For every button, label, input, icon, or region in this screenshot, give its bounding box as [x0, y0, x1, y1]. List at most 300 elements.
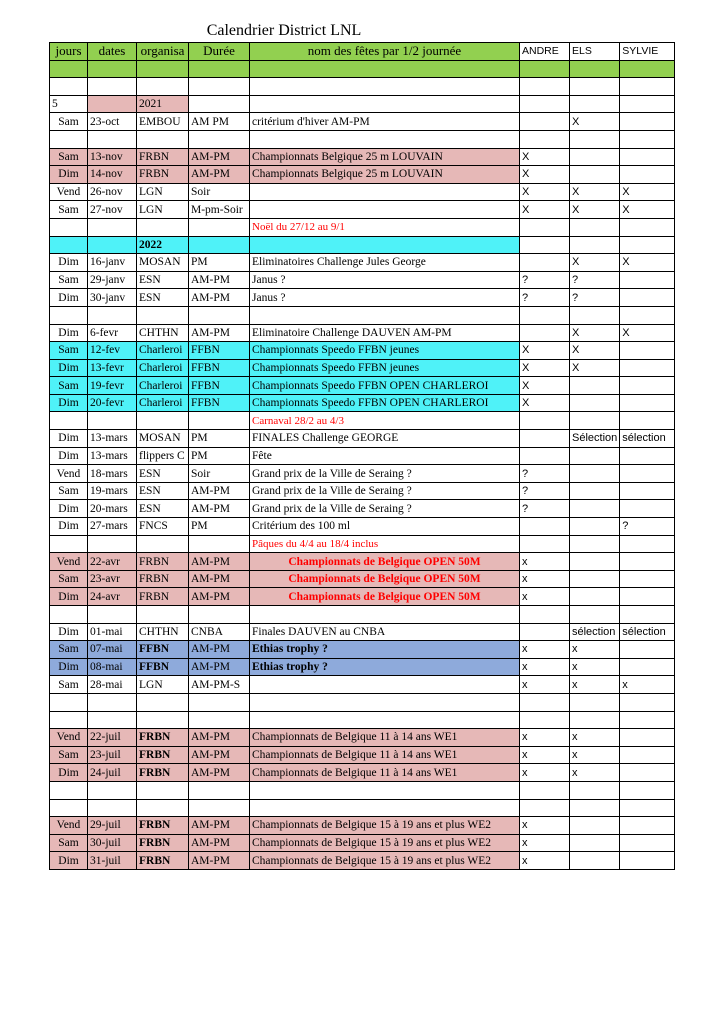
cell-sylvie: [620, 500, 675, 518]
cell-andre: ?: [520, 465, 570, 483]
cell-andre: [520, 430, 570, 448]
cell-duree: [189, 606, 250, 624]
cell-els: [570, 553, 620, 571]
cell-sylvie: [620, 377, 675, 395]
cell-els: X: [570, 113, 620, 131]
header-els: ELS: [570, 43, 620, 61]
cell-els: X: [570, 201, 620, 219]
cell-els: [570, 130, 620, 148]
cell-jour: Sam: [50, 201, 88, 219]
cell-andre: ?: [520, 500, 570, 518]
cell-jour: Sam: [50, 113, 88, 131]
cell-date: 28-mai: [88, 676, 137, 694]
cell-nom: [250, 781, 520, 799]
cell-andre: [520, 113, 570, 131]
cell-duree: AM-PM: [189, 166, 250, 184]
cell-duree: [189, 412, 250, 430]
cell-sylvie: [620, 78, 675, 96]
cell-duree: AM-PM: [189, 553, 250, 571]
cell-andre: x: [520, 764, 570, 782]
cell-organisateur: Charleroi: [137, 342, 189, 360]
cell-date: 22-juil: [88, 729, 137, 747]
cell-els: X: [570, 359, 620, 377]
cell-organisateur: [137, 693, 189, 711]
cell-organisateur: flippers C: [137, 447, 189, 465]
cell-andre: [520, 623, 570, 641]
cell-duree: PM: [189, 518, 250, 536]
cell-jour: [50, 412, 88, 430]
cell-duree: [189, 95, 250, 113]
table-row: [50, 553, 675, 571]
page-title: Calendrier District LNL: [206, 22, 362, 39]
cell-els: [570, 412, 620, 430]
cell-jour: Sam: [50, 834, 88, 852]
cell-els: X: [570, 254, 620, 272]
cell-duree: AM-PM: [189, 834, 250, 852]
table-row: [50, 711, 675, 729]
cell-duree: AM-PM: [189, 658, 250, 676]
cell-date: 29-juil: [88, 817, 137, 835]
table-row: [50, 570, 675, 588]
cell-duree: AM-PM: [189, 500, 250, 518]
cell-nom: Janus ?: [250, 271, 520, 289]
cell-andre: [520, 412, 570, 430]
cell-duree: [189, 218, 250, 236]
cell-sylvie: [620, 746, 675, 764]
cell-nom: Ethias trophy ?: [250, 658, 520, 676]
cell-organisateur: FRBN: [137, 166, 189, 184]
cell-andre: [520, 130, 570, 148]
cell-els: [570, 535, 620, 553]
cell-date: [88, 236, 137, 254]
cell-els: [570, 834, 620, 852]
cell-organisateur: FFBN: [137, 658, 189, 676]
cell-sylvie: [620, 394, 675, 412]
cell-date: [88, 95, 137, 113]
cell-duree: Soir: [189, 465, 250, 483]
cell-nom: Eliminatoire Challenge DAUVEN AM-PM: [250, 324, 520, 342]
cell-organisateur: FRBN: [137, 570, 189, 588]
cell-andre: [520, 447, 570, 465]
cell-jour: Vend: [50, 729, 88, 747]
cell-date: [88, 412, 137, 430]
cell-organisateur: [137, 606, 189, 624]
cell-duree: [189, 130, 250, 148]
cell-nom: [250, 130, 520, 148]
header-jours: jours: [50, 43, 88, 61]
cell-date: 23-juil: [88, 746, 137, 764]
cell-nom: Championnats Belgique 25 m LOUVAIN: [250, 166, 520, 184]
cell-nom: Finales DAUVEN au CNBA: [250, 623, 520, 641]
table-row: [50, 130, 675, 148]
cell-andre: [520, 306, 570, 324]
cell-els: [570, 95, 620, 113]
cell-organisateur: [137, 535, 189, 553]
table-row: [50, 764, 675, 782]
table-row: [50, 482, 675, 500]
cell-organisateur: FRBN: [137, 764, 189, 782]
cell-els: [570, 148, 620, 166]
cell-sylvie: X: [620, 201, 675, 219]
table-row: [50, 254, 675, 272]
cell-organisateur: CHTHN: [137, 623, 189, 641]
cell-els: X: [570, 183, 620, 201]
cell-sylvie: [620, 729, 675, 747]
cell-duree: [189, 236, 250, 254]
cell-duree: FFBN: [189, 359, 250, 377]
cell-andre: x: [520, 570, 570, 588]
cell-nom: Championnats de Belgique 15 à 19 ans et plus WE2: [250, 817, 520, 835]
cell-organisateur: LGN: [137, 201, 189, 219]
cell-sylvie: [620, 852, 675, 870]
cell-duree: [189, 711, 250, 729]
table-row: [50, 95, 675, 113]
cell-nom: [250, 78, 520, 96]
cell-els: ?: [570, 289, 620, 307]
cell-duree: AM-PM: [189, 817, 250, 835]
cell-sylvie: [620, 412, 675, 430]
cell-sylvie: [620, 148, 675, 166]
header-organisateur: organisa: [137, 43, 189, 61]
cell-duree: AM-PM: [189, 148, 250, 166]
cell-jour: [50, 799, 88, 817]
cell-nom: Championnats de Belgique 15 à 19 ans et plus WE2: [250, 834, 520, 852]
cell-sylvie: [620, 817, 675, 835]
table-row: [50, 430, 675, 448]
cell-date: 24-avr: [88, 588, 137, 606]
cell-andre: x: [520, 553, 570, 571]
cell-organisateur: Charleroi: [137, 394, 189, 412]
cell-nom: Championnats de Belgique 11 à 14 ans WE1: [250, 729, 520, 747]
cell-date: 07-mai: [88, 641, 137, 659]
cell-duree: AM-PM: [189, 764, 250, 782]
table-row: [50, 377, 675, 395]
cell-duree: FFBN: [189, 342, 250, 360]
cell-els: [570, 781, 620, 799]
cell-date: [88, 693, 137, 711]
table-row: [50, 852, 675, 870]
cell-date: 20-mars: [88, 500, 137, 518]
cell-els: [570, 394, 620, 412]
table-row: [50, 306, 675, 324]
table-row: [50, 166, 675, 184]
cell-organisateur: Charleroi: [137, 359, 189, 377]
cell-nom: Championnats Belgique 25 m LOUVAIN: [250, 148, 520, 166]
cell-andre: X: [520, 183, 570, 201]
cell-sylvie: [620, 95, 675, 113]
table-row: [50, 746, 675, 764]
header-andre: ANDRE: [520, 43, 570, 61]
cell-organisateur: FNCS: [137, 518, 189, 536]
cell-els: [570, 500, 620, 518]
cell-els: [570, 588, 620, 606]
cell-duree: CNBA: [189, 623, 250, 641]
cell-date: [88, 306, 137, 324]
cell-andre: X: [520, 394, 570, 412]
cell-duree: Soir: [189, 183, 250, 201]
cell-date: 19-fevr: [88, 377, 137, 395]
cell-duree: PM: [189, 430, 250, 448]
cell-nom: Championnats de Belgique 11 à 14 ans WE1: [250, 764, 520, 782]
cell-els: Sélection: [570, 430, 620, 448]
cell-organisateur: EMBOU: [137, 113, 189, 131]
cell-jour: Vend: [50, 817, 88, 835]
cell-els: x: [570, 658, 620, 676]
cell-nom: [250, 201, 520, 219]
cell-date: [88, 711, 137, 729]
cell-nom: Ethias trophy ?: [250, 641, 520, 659]
cell-andre: [520, 254, 570, 272]
table-row: [50, 781, 675, 799]
cell-jour: Sam: [50, 148, 88, 166]
cell-date: 23-oct: [88, 113, 137, 131]
cell-date: [88, 606, 137, 624]
cell-duree: [189, 799, 250, 817]
cell-organisateur: [137, 130, 189, 148]
cell-andre: ?: [520, 482, 570, 500]
cell-organisateur: LGN: [137, 676, 189, 694]
cell-sylvie: [620, 658, 675, 676]
cell-els: [570, 465, 620, 483]
cell-els: x: [570, 764, 620, 782]
cell-organisateur: FRBN: [137, 148, 189, 166]
cell-date: [88, 60, 137, 78]
cell-organisateur: ESN: [137, 271, 189, 289]
cell-jour: [50, 130, 88, 148]
cell-date: 27-mars: [88, 518, 137, 536]
cell-andre: ?: [520, 289, 570, 307]
cell-sylvie: x: [620, 676, 675, 694]
cell-organisateur: [137, 781, 189, 799]
cell-date: 29-janv: [88, 271, 137, 289]
cell-sylvie: [620, 218, 675, 236]
table-row: [50, 201, 675, 219]
cell-nom: [250, 236, 520, 254]
cell-andre: [520, 518, 570, 536]
cell-jour: [50, 306, 88, 324]
cell-els: [570, 693, 620, 711]
table-row: [50, 183, 675, 201]
cell-jour: Dim: [50, 518, 88, 536]
cell-organisateur: 2021: [137, 95, 189, 113]
cell-nom: FINALES Challenge GEORGE: [250, 430, 520, 448]
cell-date: 31-juil: [88, 852, 137, 870]
cell-date: [88, 218, 137, 236]
cell-sylvie: [620, 447, 675, 465]
cell-jour: Dim: [50, 394, 88, 412]
table-row: [50, 729, 675, 747]
table-row: [50, 658, 675, 676]
cell-els: [570, 166, 620, 184]
cell-jour: [50, 236, 88, 254]
cell-els: [570, 60, 620, 78]
table-row: [50, 588, 675, 606]
header-row: [50, 43, 675, 61]
cell-nom: [250, 606, 520, 624]
cell-jour: [50, 781, 88, 799]
cell-jour: [50, 535, 88, 553]
cell-sylvie: [620, 130, 675, 148]
cell-organisateur: FRBN: [137, 588, 189, 606]
cell-andre: X: [520, 377, 570, 395]
cell-els: [570, 306, 620, 324]
cell-jour: [50, 218, 88, 236]
cell-nom: Championnats de Belgique 11 à 14 ans WE1: [250, 746, 520, 764]
cell-sylvie: [620, 570, 675, 588]
cell-organisateur: [137, 412, 189, 430]
cell-andre: X: [520, 359, 570, 377]
cell-jour: Dim: [50, 254, 88, 272]
cell-duree: AM-PM: [189, 271, 250, 289]
cell-jour: Sam: [50, 482, 88, 500]
cell-nom: Championnats de Belgique OPEN 50M: [250, 588, 520, 606]
cell-andre: X: [520, 342, 570, 360]
cell-sylvie: [620, 113, 675, 131]
cell-date: 30-janv: [88, 289, 137, 307]
cell-organisateur: FRBN: [137, 729, 189, 747]
table-row: [50, 817, 675, 835]
cell-sylvie: [620, 271, 675, 289]
cell-andre: [520, 218, 570, 236]
cell-nom: Championnats Speedo FFBN jeunes: [250, 342, 520, 360]
cell-nom: Grand prix de la Ville de Seraing ?: [250, 482, 520, 500]
cell-organisateur: FRBN: [137, 834, 189, 852]
cell-els: [570, 799, 620, 817]
cell-nom: [250, 676, 520, 694]
cell-date: 13-mars: [88, 447, 137, 465]
table-row: [50, 447, 675, 465]
table-row: [50, 518, 675, 536]
cell-andre: [520, 606, 570, 624]
cell-sylvie: [620, 799, 675, 817]
cell-andre: x: [520, 852, 570, 870]
cell-andre: [520, 781, 570, 799]
header-sylvie: SYLVIE: [620, 43, 675, 61]
header-duree: Durée: [189, 43, 250, 61]
cell-nom: Championnats de Belgique OPEN 50M: [250, 553, 520, 571]
cell-date: 13-fevr: [88, 359, 137, 377]
cell-organisateur: FRBN: [137, 817, 189, 835]
cell-date: 18-mars: [88, 465, 137, 483]
cell-andre: [520, 60, 570, 78]
cell-sylvie: X: [620, 183, 675, 201]
cell-andre: X: [520, 148, 570, 166]
cell-jour: Dim: [50, 588, 88, 606]
cell-date: 22-avr: [88, 553, 137, 571]
cell-jour: Sam: [50, 271, 88, 289]
cell-nom: Championnats Speedo FFBN jeunes: [250, 359, 520, 377]
cell-duree: AM-PM-S: [189, 676, 250, 694]
table-row: [50, 465, 675, 483]
cell-jour: 5: [50, 95, 88, 113]
cell-andre: [520, 535, 570, 553]
cell-jour: Dim: [50, 623, 88, 641]
cell-organisateur: [137, 78, 189, 96]
cell-andre: x: [520, 729, 570, 747]
cell-organisateur: FFBN: [137, 641, 189, 659]
cell-jour: Dim: [50, 289, 88, 307]
cell-nom: critérium d'hiver AM-PM: [250, 113, 520, 131]
table-row: [50, 799, 675, 817]
cell-sylvie: [620, 289, 675, 307]
cell-sylvie: sélection: [620, 623, 675, 641]
cell-date: 13-mars: [88, 430, 137, 448]
cell-els: X: [570, 342, 620, 360]
cell-organisateur: [137, 711, 189, 729]
cell-duree: [189, 781, 250, 799]
table-row: [50, 289, 675, 307]
cell-els: [570, 570, 620, 588]
table-row: [50, 606, 675, 624]
cell-date: [88, 78, 137, 96]
cell-andre: ?: [520, 271, 570, 289]
table-row: [50, 641, 675, 659]
cell-organisateur: [137, 799, 189, 817]
cell-nom: Grand prix de la Ville de Seraing ?: [250, 500, 520, 518]
cell-duree: AM-PM: [189, 570, 250, 588]
cell-nom: [250, 183, 520, 201]
cell-andre: [520, 236, 570, 254]
table-row: [50, 359, 675, 377]
cell-duree: [189, 693, 250, 711]
cell-nom: Critérium des 100 ml: [250, 518, 520, 536]
cell-date: 16-janv: [88, 254, 137, 272]
cell-els: x: [570, 676, 620, 694]
table-row: [50, 342, 675, 360]
cell-andre: [520, 78, 570, 96]
cell-duree: FFBN: [189, 394, 250, 412]
cell-els: x: [570, 729, 620, 747]
cell-nom: Janus ?: [250, 289, 520, 307]
cell-jour: [50, 60, 88, 78]
cell-jour: [50, 78, 88, 96]
cell-organisateur: ESN: [137, 500, 189, 518]
table-row: [50, 676, 675, 694]
cell-duree: AM-PM: [189, 289, 250, 307]
cell-nom: [250, 693, 520, 711]
cell-sylvie: [620, 306, 675, 324]
cell-els: [570, 236, 620, 254]
cell-jour: Sam: [50, 676, 88, 694]
cell-duree: AM PM: [189, 113, 250, 131]
cell-date: 01-mai: [88, 623, 137, 641]
cell-date: [88, 799, 137, 817]
cell-els: [570, 606, 620, 624]
cell-jour: Sam: [50, 342, 88, 360]
cell-duree: AM-PM: [189, 324, 250, 342]
cell-duree: AM-PM: [189, 746, 250, 764]
cell-jour: Sam: [50, 641, 88, 659]
table-row: [50, 148, 675, 166]
cell-sylvie: sélection: [620, 430, 675, 448]
cell-date: 13-nov: [88, 148, 137, 166]
header-nom: nom des fêtes par 1/2 journée: [250, 43, 520, 61]
table-row: [50, 412, 675, 430]
cell-organisateur: Charleroi: [137, 377, 189, 395]
cell-andre: x: [520, 676, 570, 694]
cell-andre: X: [520, 166, 570, 184]
cell-nom: Carnaval 28/2 au 4/3: [250, 412, 520, 430]
cell-els: [570, 817, 620, 835]
cell-andre: x: [520, 641, 570, 659]
cell-organisateur: LGN: [137, 183, 189, 201]
table-row: [50, 834, 675, 852]
cell-sylvie: [620, 834, 675, 852]
cell-jour: Sam: [50, 746, 88, 764]
cell-jour: Sam: [50, 570, 88, 588]
cell-organisateur: ESN: [137, 465, 189, 483]
cell-organisateur: MOSAN: [137, 254, 189, 272]
